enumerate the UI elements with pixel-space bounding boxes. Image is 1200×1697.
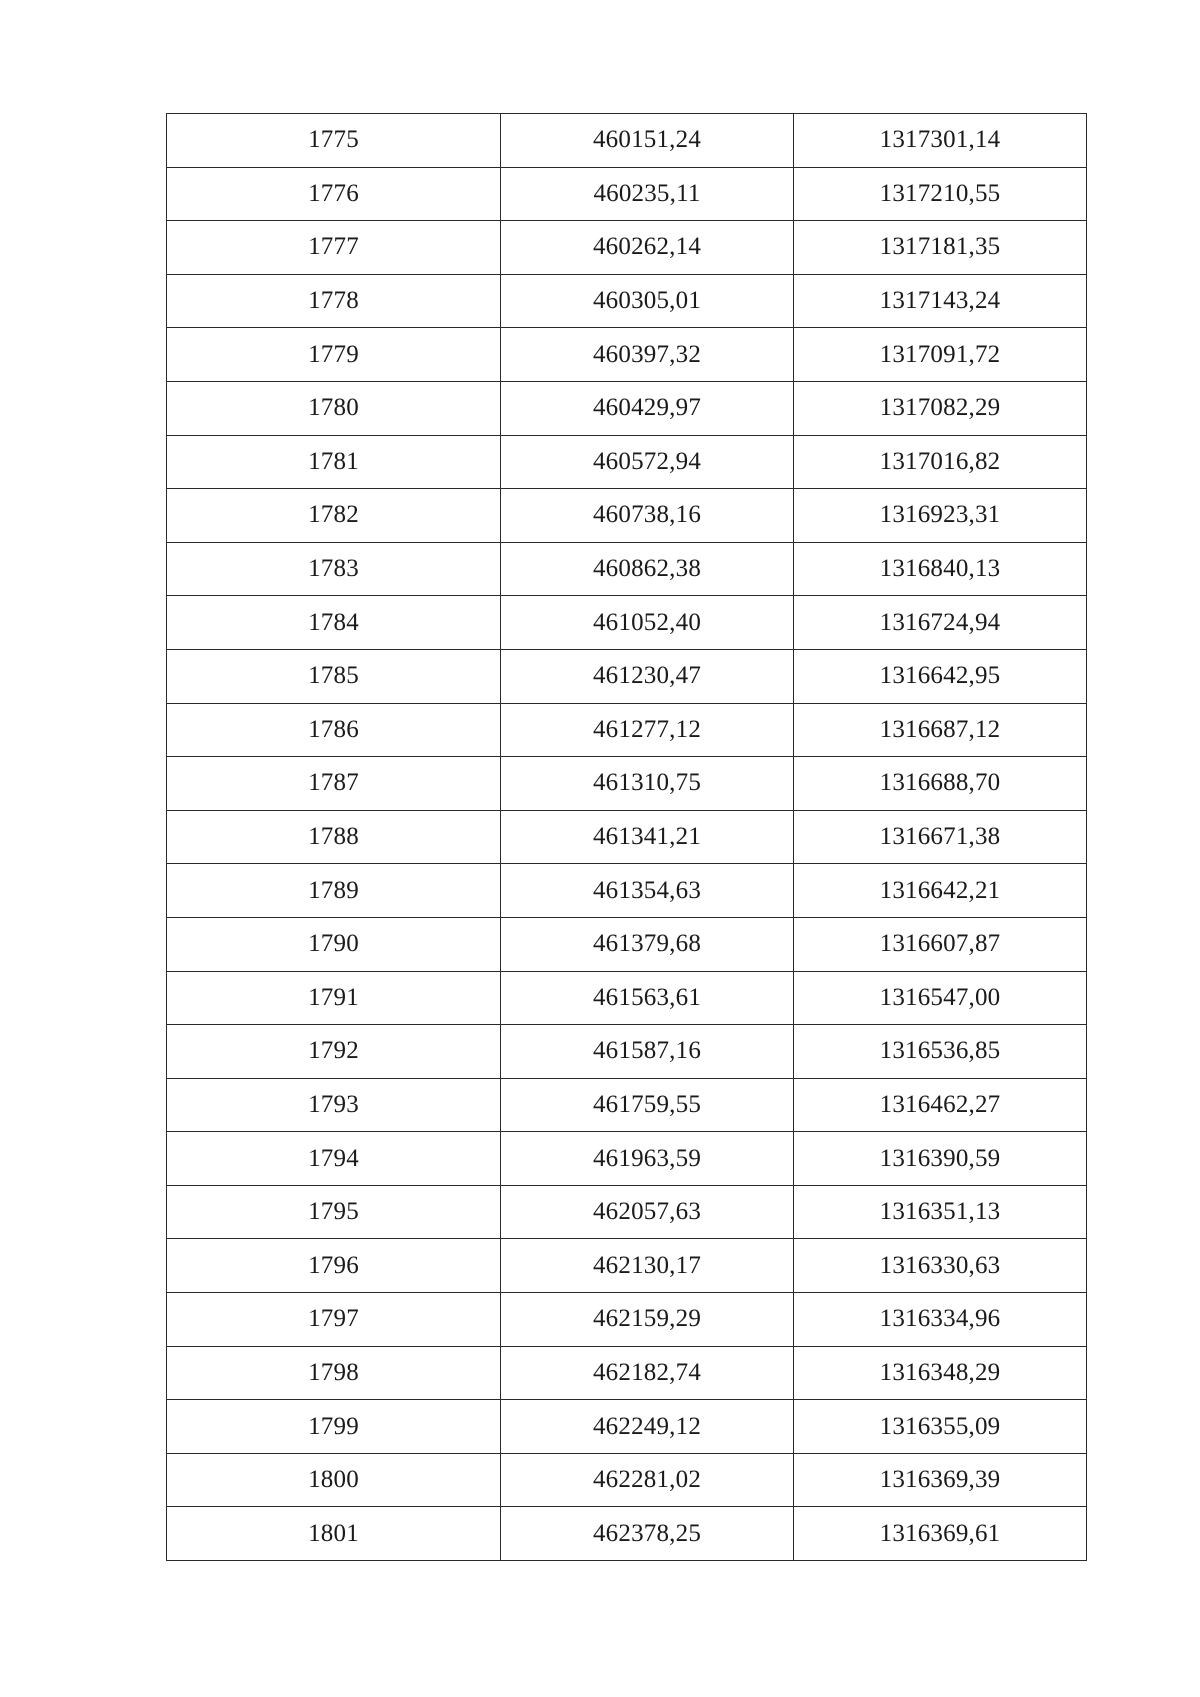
x-coordinate-cell: 460305,01	[501, 274, 794, 328]
point-number-cell: 1779	[167, 328, 501, 382]
y-coordinate-cell: 1316688,70	[794, 757, 1087, 811]
x-coordinate-cell: 460235,11	[501, 167, 794, 221]
y-coordinate-cell: 1317210,55	[794, 167, 1087, 221]
point-number-cell: 1781	[167, 435, 501, 489]
point-number-cell: 1782	[167, 489, 501, 543]
y-coordinate-cell: 1317016,82	[794, 435, 1087, 489]
y-coordinate-cell: 1316642,21	[794, 864, 1087, 918]
y-coordinate-cell: 1316390,59	[794, 1132, 1087, 1186]
y-coordinate-cell: 1317143,24	[794, 274, 1087, 328]
x-coordinate-cell: 460738,16	[501, 489, 794, 543]
table-row	[167, 435, 1087, 489]
point-number-cell: 1786	[167, 703, 501, 757]
point-number-cell: 1776	[167, 167, 501, 221]
table-row	[167, 703, 1087, 757]
x-coordinate-cell: 460151,24	[501, 114, 794, 168]
y-coordinate-cell: 1316536,85	[794, 1025, 1087, 1079]
y-coordinate-cell: 1316348,29	[794, 1346, 1087, 1400]
y-coordinate-cell: 1317301,14	[794, 114, 1087, 168]
point-number-cell: 1799	[167, 1400, 501, 1454]
point-number-cell: 1794	[167, 1132, 501, 1186]
x-coordinate-cell: 462159,29	[501, 1293, 794, 1347]
table-row	[167, 810, 1087, 864]
x-coordinate-cell: 461052,40	[501, 596, 794, 650]
y-coordinate-cell: 1316462,27	[794, 1078, 1087, 1132]
y-coordinate-cell: 1316840,13	[794, 542, 1087, 596]
table-row	[167, 649, 1087, 703]
x-coordinate-cell: 460862,38	[501, 542, 794, 596]
x-coordinate-cell: 461277,12	[501, 703, 794, 757]
table-row	[167, 274, 1087, 328]
x-coordinate-cell: 461310,75	[501, 757, 794, 811]
point-number-cell: 1795	[167, 1185, 501, 1239]
table-row	[167, 1239, 1087, 1293]
point-number-cell: 1800	[167, 1453, 501, 1507]
point-number-cell: 1801	[167, 1507, 501, 1561]
y-coordinate-cell: 1317091,72	[794, 328, 1087, 382]
x-coordinate-cell: 461341,21	[501, 810, 794, 864]
point-number-cell: 1796	[167, 1239, 501, 1293]
table-row	[167, 489, 1087, 543]
x-coordinate-cell: 460429,97	[501, 381, 794, 435]
x-coordinate-cell: 461759,55	[501, 1078, 794, 1132]
x-coordinate-cell: 461354,63	[501, 864, 794, 918]
point-number-cell: 1775	[167, 114, 501, 168]
x-coordinate-cell: 461963,59	[501, 1132, 794, 1186]
coordinates-table	[166, 113, 1087, 1561]
x-coordinate-cell: 461587,16	[501, 1025, 794, 1079]
point-number-cell: 1797	[167, 1293, 501, 1347]
table-row	[167, 221, 1087, 275]
y-coordinate-cell: 1317181,35	[794, 221, 1087, 275]
point-number-cell: 1791	[167, 971, 501, 1025]
table-row	[167, 1346, 1087, 1400]
point-number-cell: 1790	[167, 917, 501, 971]
point-number-cell: 1798	[167, 1346, 501, 1400]
point-number-cell: 1788	[167, 810, 501, 864]
y-coordinate-cell: 1316547,00	[794, 971, 1087, 1025]
y-coordinate-cell: 1316923,31	[794, 489, 1087, 543]
table-row	[167, 167, 1087, 221]
y-coordinate-cell: 1316334,96	[794, 1293, 1087, 1347]
table-row	[167, 381, 1087, 435]
table-row	[167, 1078, 1087, 1132]
table-row	[167, 1185, 1087, 1239]
x-coordinate-cell: 462130,17	[501, 1239, 794, 1293]
point-number-cell: 1789	[167, 864, 501, 918]
x-coordinate-cell: 462249,12	[501, 1400, 794, 1454]
y-coordinate-cell: 1316607,87	[794, 917, 1087, 971]
point-number-cell: 1778	[167, 274, 501, 328]
point-number-cell: 1780	[167, 381, 501, 435]
x-coordinate-cell: 460262,14	[501, 221, 794, 275]
table-row	[167, 971, 1087, 1025]
point-number-cell: 1783	[167, 542, 501, 596]
point-number-cell: 1793	[167, 1078, 501, 1132]
point-number-cell: 1784	[167, 596, 501, 650]
table-row	[167, 1132, 1087, 1186]
y-coordinate-cell: 1316355,09	[794, 1400, 1087, 1454]
x-coordinate-cell: 462378,25	[501, 1507, 794, 1561]
x-coordinate-cell: 460572,94	[501, 435, 794, 489]
table-row	[167, 1025, 1087, 1079]
y-coordinate-cell: 1316351,13	[794, 1185, 1087, 1239]
table-row	[167, 328, 1087, 382]
y-coordinate-cell: 1316642,95	[794, 649, 1087, 703]
x-coordinate-cell: 461563,61	[501, 971, 794, 1025]
y-coordinate-cell: 1316369,39	[794, 1453, 1087, 1507]
y-coordinate-cell: 1317082,29	[794, 381, 1087, 435]
table-row	[167, 1293, 1087, 1347]
x-coordinate-cell: 461379,68	[501, 917, 794, 971]
table-row	[167, 1453, 1087, 1507]
x-coordinate-cell: 462281,02	[501, 1453, 794, 1507]
x-coordinate-cell: 460397,32	[501, 328, 794, 382]
table-row	[167, 757, 1087, 811]
y-coordinate-cell: 1316369,61	[794, 1507, 1087, 1561]
y-coordinate-cell: 1316330,63	[794, 1239, 1087, 1293]
table-row	[167, 1400, 1087, 1454]
table-row	[167, 114, 1087, 168]
point-number-cell: 1792	[167, 1025, 501, 1079]
point-number-cell: 1777	[167, 221, 501, 275]
y-coordinate-cell: 1316687,12	[794, 703, 1087, 757]
table-row	[167, 1507, 1087, 1561]
table-row	[167, 917, 1087, 971]
x-coordinate-cell: 461230,47	[501, 649, 794, 703]
x-coordinate-cell: 462057,63	[501, 1185, 794, 1239]
y-coordinate-cell: 1316671,38	[794, 810, 1087, 864]
table-row	[167, 596, 1087, 650]
table-row	[167, 864, 1087, 918]
y-coordinate-cell: 1316724,94	[794, 596, 1087, 650]
table-row	[167, 542, 1087, 596]
x-coordinate-cell: 462182,74	[501, 1346, 794, 1400]
point-number-cell: 1785	[167, 649, 501, 703]
coordinates-table-body	[167, 114, 1087, 1561]
point-number-cell: 1787	[167, 757, 501, 811]
